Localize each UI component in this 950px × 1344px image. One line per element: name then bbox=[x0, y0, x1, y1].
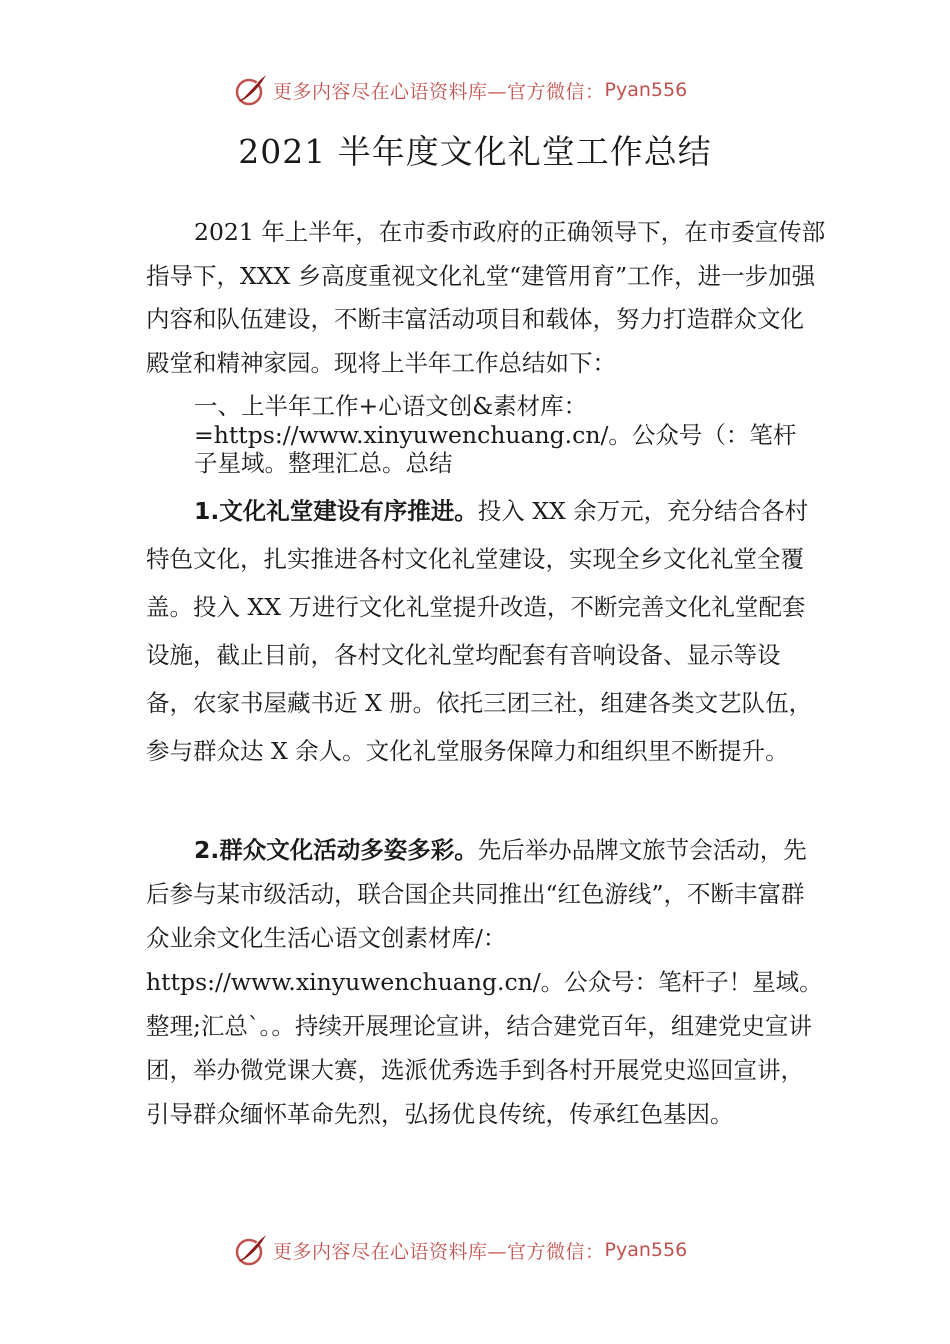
intro-paragraph bbox=[146, 211, 826, 385]
header-watermark-banner bbox=[233, 72, 687, 108]
item-1-body: 投入 XX 余万元，充分结合各村特色文化，扎实推进各村文化礼堂建设，实现全乡文化礼堂全覆盖。投入 XX 万进行文化礼堂提升改造，不断完善文化礼堂配套设施，截止目前，各村文化礼堂均配套有音响设备、显示等设备，农家书屋藏书近 X 册。依托三团三社，组建各类文艺队伍，参与群众达 X 余人。文化礼堂服务保障力和组织里不断提升。 bbox=[146, 497, 813, 765]
banner-text: 更多内容尽在心语资料库—官方微信： bbox=[273, 1240, 605, 1263]
intro-text: 2021 年上半年，在市委市政府的正确领导下，在市委宣传部指导下，XXX 乡高度重视文化礼堂“建管用育”工作，进一步加强内容和队伍建设，不断丰富活动项目和载体，努力打造群众文化殿堂和精神家园。现将上半年工作总结如下： bbox=[146, 218, 826, 377]
footer-watermark-banner bbox=[233, 1232, 687, 1268]
paragraph-item-1 bbox=[146, 487, 826, 775]
banner-wechat-id: Pyan556 bbox=[604, 1239, 688, 1261]
quill-logo-icon bbox=[233, 72, 269, 108]
banner-wechat-id: Pyan556 bbox=[604, 79, 688, 101]
item-2-lead: 2.群众文化活动多姿多彩。 bbox=[194, 836, 478, 864]
quill-logo-icon bbox=[233, 1232, 269, 1268]
banner-text: 更多内容尽在心语资料库—官方微信： bbox=[273, 80, 605, 103]
item-1-lead: 1.文化礼堂建设有序推进。 bbox=[194, 497, 478, 525]
paragraph-item-2 bbox=[146, 828, 826, 1136]
item-2-body: 先后举办品牌文旅节会活动，先后参与某市级活动，联合国企共同推出“红色游线”，不断丰富群众业余文化生活心语文创素材库/：https://www.xinyuwenchuang.cn/。公众号：笔杆子！星域。整理;汇总`。。持续开展理论宣讲，结合建党百年，组建党史宣讲团，举办微党课大赛，选派优秀选手到各村开展党史巡回宣讲，引导群众缅怀革命先烈，弘扬优良传统，传承红色基因。 bbox=[146, 836, 823, 1128]
document-title: 2021 半年度文化礼堂工作总结 bbox=[238, 132, 712, 171]
section-heading-1: 一、上半年工作+心语文创&素材库：=https://www.xinyuwenchuang.cn/。公众号（：笔杆子星域。整理汇总。总结 bbox=[194, 392, 797, 477]
